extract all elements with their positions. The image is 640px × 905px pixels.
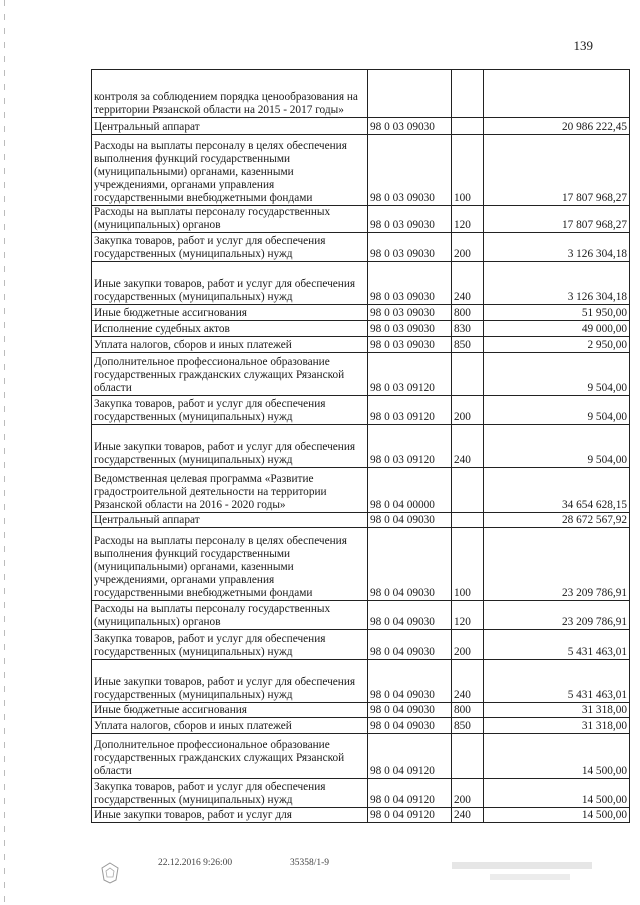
cell-sum: 49 000,00: [484, 321, 630, 337]
cell-code: 98 0 03 09120: [368, 425, 452, 468]
cell-sum: 51 950,00: [484, 305, 630, 321]
cell-sum: 9 504,00: [484, 353, 630, 396]
footer-datetime: 22.12.2016 9:26:00: [158, 858, 233, 868]
cell-name: Расходы на выплаты персоналу в целях обеспечения выполнения функций государственными (муниципальными) органами, казенными учреждениями, органами управления государственными внебюджетными фондами: [92, 528, 368, 601]
table-row: [92, 118, 630, 135]
cell-vr: 240: [452, 808, 484, 823]
table-row: [92, 70, 630, 118]
cell-code: 98 0 04 09030: [368, 703, 452, 718]
table-row: [92, 206, 630, 233]
cell-code: 98 0 03 09120: [368, 353, 452, 396]
cell-vr: 100: [452, 135, 484, 206]
cell-code: 98 0 03 09030: [368, 233, 452, 262]
cell-vr: 850: [452, 718, 484, 734]
cell-sum: 3 126 304,18: [484, 233, 630, 262]
cell-code: 98 0 03 09030: [368, 118, 452, 135]
cell-sum: 5 431 463,01: [484, 660, 630, 703]
table-row: [92, 135, 630, 206]
ryazan-emblem-icon: [100, 862, 120, 884]
table-row: [92, 353, 630, 396]
table-row: [92, 396, 630, 425]
faded-stamp-icon: [450, 858, 600, 888]
table-row: [92, 660, 630, 703]
cell-code: 98 0 04 09030: [368, 513, 452, 528]
page-footer: [0, 858, 640, 898]
cell-code: 98 0 04 09120: [368, 779, 452, 808]
table-row: [92, 734, 630, 779]
cell-name: Расходы на выплаты персоналу государственных (муниципальных) органов: [92, 601, 368, 630]
cell-vr: 200: [452, 779, 484, 808]
cell-code: 98 0 04 09030: [368, 601, 452, 630]
cell-code: 98 0 03 09030: [368, 262, 452, 305]
budget-table: [91, 69, 630, 823]
cell-code: 98 0 04 09120: [368, 808, 452, 823]
cell-code: 98 0 04 09120: [368, 734, 452, 779]
cell-vr: 240: [452, 660, 484, 703]
cell-sum: [484, 70, 630, 118]
cell-vr: 240: [452, 425, 484, 468]
cell-name: Дополнительное профессиональное образование государственных гражданских служащих Рязанской области: [92, 734, 368, 779]
table-row: [92, 233, 630, 262]
table-row: [92, 305, 630, 321]
cell-sum: 23 209 786,91: [484, 528, 630, 601]
cell-name: Закупка товаров, работ и услуг для обеспечения государственных (муниципальных) нужд: [92, 779, 368, 808]
cell-vr: [452, 118, 484, 135]
cell-sum: 5 431 463,01: [484, 630, 630, 660]
table-row: [92, 513, 630, 528]
cell-name: Расходы на выплаты персоналу государственных (муниципальных) органов: [92, 206, 368, 233]
cell-sum: 14 500,00: [484, 734, 630, 779]
cell-name: Закупка товаров, работ и услуг для обеспечения государственных (муниципальных) нужд: [92, 630, 368, 660]
cell-name: Иные бюджетные ассигнования: [92, 305, 368, 321]
cell-name: Исполнение судебных актов: [92, 321, 368, 337]
footer-doc-number: 35358/1-9: [290, 858, 330, 868]
table-row: [92, 703, 630, 718]
table-row: [92, 262, 630, 305]
cell-sum: 20 986 222,45: [484, 118, 630, 135]
cell-code: 98 0 04 09030: [368, 528, 452, 601]
budget-table-body: [92, 70, 630, 823]
cell-code: 98 0 03 09120: [368, 396, 452, 425]
cell-code: 98 0 03 09030: [368, 321, 452, 337]
cell-code: 98 0 03 09030: [368, 337, 452, 353]
cell-sum: 34 654 628,15: [484, 468, 630, 513]
cell-sum: 9 504,00: [484, 396, 630, 425]
cell-vr: [452, 70, 484, 118]
cell-vr: [452, 513, 484, 528]
cell-code: 98 0 04 09030: [368, 630, 452, 660]
page-number: 139: [573, 38, 593, 53]
cell-name: Иные бюджетные ассигнования: [92, 703, 368, 718]
cell-sum: 31 318,00: [484, 718, 630, 734]
cell-sum: 9 504,00: [484, 425, 630, 468]
cell-vr: 120: [452, 206, 484, 233]
cell-vr: 200: [452, 630, 484, 660]
cell-name: Ведомственная целевая программа «Развитие градостроительной деятельности на территории Рязанской области на 2016 - 2020 годы»: [92, 468, 368, 513]
table-row: [92, 808, 630, 823]
cell-name: контроля за соблюдением порядка ценообразования на территории Рязанской области на 2015 - 2017 годы»: [92, 70, 368, 118]
cell-vr: 200: [452, 396, 484, 425]
cell-vr: [452, 468, 484, 513]
cell-name: Уплата налогов, сборов и иных платежей: [92, 718, 368, 734]
table-row: [92, 321, 630, 337]
cell-vr: 800: [452, 703, 484, 718]
cell-name: Закупка товаров, работ и услуг для обеспечения государственных (муниципальных) нужд: [92, 233, 368, 262]
table-row: [92, 718, 630, 734]
table-row: [92, 630, 630, 660]
cell-vr: 830: [452, 321, 484, 337]
cell-code: 98 0 04 00000: [368, 468, 452, 513]
cell-name: Иные закупки товаров, работ и услуг для обеспечения государственных (муниципальных) нужд: [92, 425, 368, 468]
table-row: [92, 601, 630, 630]
cell-vr: 800: [452, 305, 484, 321]
cell-sum: 31 318,00: [484, 703, 630, 718]
cell-sum: 23 209 786,91: [484, 601, 630, 630]
cell-vr: 100: [452, 528, 484, 601]
cell-name: Иные закупки товаров, работ и услуг для обеспечения государственных (муниципальных) нужд: [92, 660, 368, 703]
cell-code: 98 0 03 09030: [368, 305, 452, 321]
cell-name: Расходы на выплаты персоналу в целях обеспечения выполнения функций государственными (муниципальными) органами, казенными учреждениями, органами управления государственными внебюджетными фондами: [92, 135, 368, 206]
cell-code: [368, 70, 452, 118]
table-row: [92, 337, 630, 353]
cell-name: Иные закупки товаров, работ и услуг для: [92, 808, 368, 823]
table-row: [92, 528, 630, 601]
cell-sum: 2 950,00: [484, 337, 630, 353]
cell-sum: 14 500,00: [484, 779, 630, 808]
cell-sum: 28 672 567,92: [484, 513, 630, 528]
cell-name: Уплата налогов, сборов и иных платежей: [92, 337, 368, 353]
cell-vr: 200: [452, 233, 484, 262]
cell-vr: 850: [452, 337, 484, 353]
cell-code: 98 0 04 09030: [368, 718, 452, 734]
cell-code: 98 0 03 09030: [368, 206, 452, 233]
cell-sum: 17 807 968,27: [484, 135, 630, 206]
cell-name: Иные закупки товаров, работ и услуг для обеспечения государственных (муниципальных) нужд: [92, 262, 368, 305]
table-row: [92, 468, 630, 513]
cell-name: Центральный аппарат: [92, 513, 368, 528]
cell-name: Закупка товаров, работ и услуг для обеспечения государственных (муниципальных) нужд: [92, 396, 368, 425]
cell-vr: 240: [452, 262, 484, 305]
cell-vr: 120: [452, 601, 484, 630]
table-row: [92, 779, 630, 808]
scan-edge-line: [4, 0, 5, 905]
cell-code: 98 0 03 09030: [368, 135, 452, 206]
cell-vr: [452, 353, 484, 396]
cell-code: 98 0 04 09030: [368, 660, 452, 703]
cell-name: Центральный аппарат: [92, 118, 368, 135]
cell-sum: 14 500,00: [484, 808, 630, 823]
cell-sum: 17 807 968,27: [484, 206, 630, 233]
table-row: [92, 425, 630, 468]
cell-sum: 3 126 304,18: [484, 262, 630, 305]
cell-name: Дополнительное профессиональное образование государственных гражданских служащих Рязанской области: [92, 353, 368, 396]
cell-vr: [452, 734, 484, 779]
